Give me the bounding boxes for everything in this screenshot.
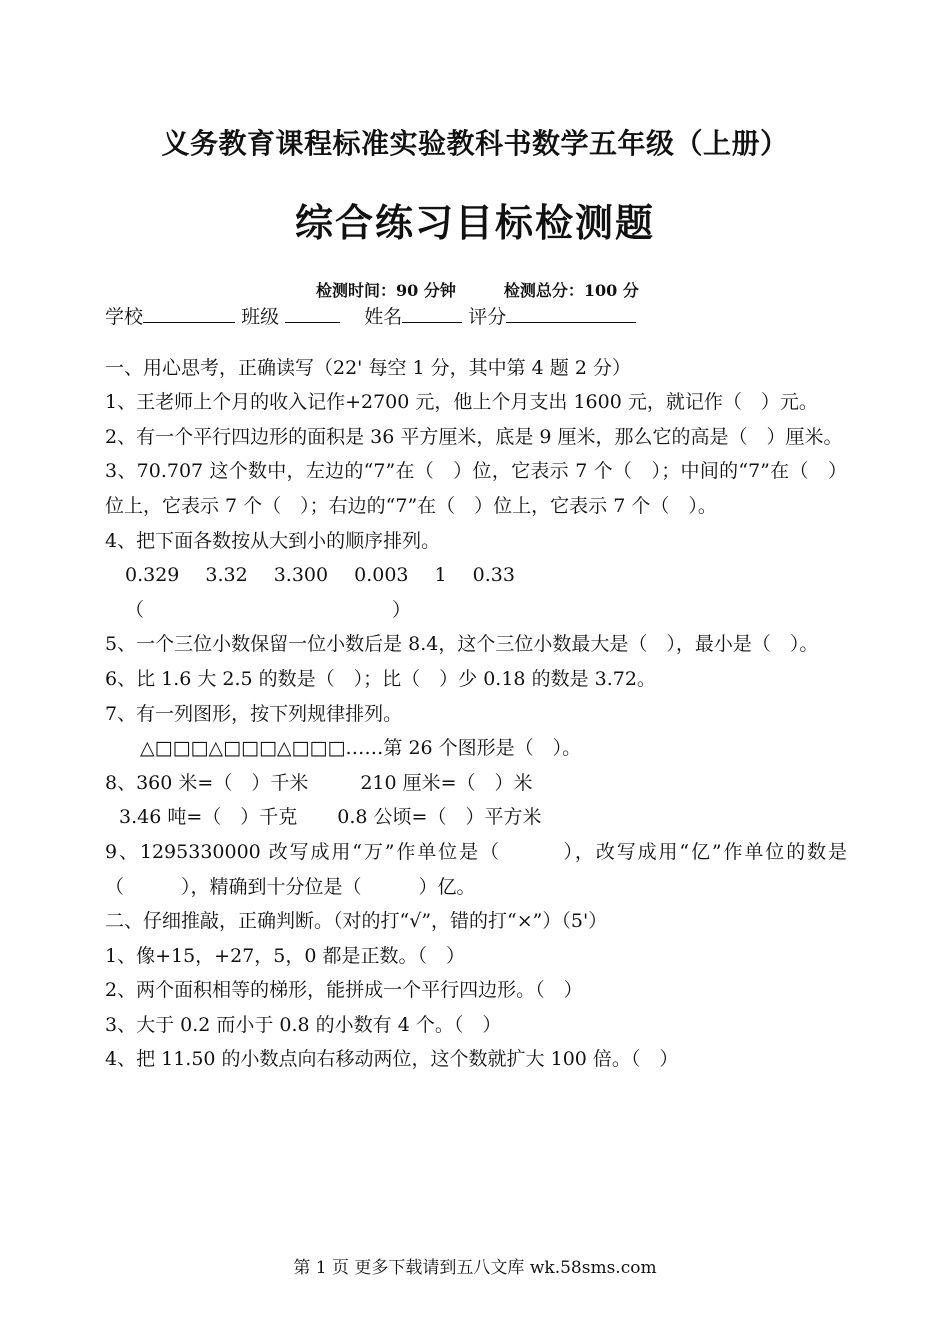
shape-pattern: △□□□△□□□△□□□……第 26 个图形是（ ）。 [140, 737, 582, 760]
name-blank[interactable] [402, 302, 462, 323]
conversion-tons: 3.46 吨=（ ）千克 [119, 806, 298, 829]
name-label: 姓名 [364, 306, 403, 328]
exam-title: 综合练习目标检测题 [294, 201, 655, 245]
conversion-hectares: 0.8 公顷=（ ）平方米 [337, 806, 542, 829]
section2-heading: 二、仔细推敲，正确判断。（对的打“√”，错的打“×”）（5'） [105, 910, 608, 933]
question-2-3: 3、大于 0.2 而小于 0.8 的小数有 4 个。（ ） [105, 1013, 502, 1036]
class-label: 班级 [241, 306, 280, 328]
question-1-1: 1、王老师上个月的收入记作+2700 元，他上个月支出 1600 元，就记作（ ）元。 [105, 391, 818, 414]
class-blank[interactable] [285, 302, 340, 323]
number-item: 0.329 [125, 564, 180, 587]
question-1-3: 3、70.707 这个数中，左边的“7”在（ ）位，它表示 7 个（ ）；中间的“7”在（ ）位上，它表示 7 个（ ）；右边的“7”在（ ）位上，它表示 7 个（ ）。 [105, 460, 847, 517]
question-1-4: 4、把下面各数按从大到小的顺序排列。 [105, 529, 441, 552]
question-1-2: 2、有一个平行四边形的面积是 36 平方厘米，底是 9 厘米，那么它的高是（ ）厘米。 [105, 425, 843, 448]
exam-meta [316, 278, 639, 301]
exam-content [105, 300, 847, 1077]
number-item: 0.003 [354, 564, 409, 587]
question-1-8-row2 [105, 800, 847, 835]
school-blank[interactable] [143, 302, 235, 323]
page-footer: 第 1 页 更多下载请到五八文库 wk.58sms.com [293, 1258, 657, 1278]
number-item: 3.32 [205, 564, 248, 587]
question-1-8-row1 [105, 766, 847, 801]
exam-time: 检测时间：90 分钟 [316, 281, 456, 300]
conversion-meters: 8、360 米=（ ）千米 [105, 771, 309, 794]
answer-bracket-close: ） [392, 598, 412, 621]
question-2-4: 4、把 11.50 的小数点向右移动两位，这个数就扩大 100 倍。（ ） [105, 1048, 679, 1071]
info-fields-row [105, 300, 847, 335]
number-item: 0.33 [472, 564, 515, 587]
score-label: 评分 [468, 306, 507, 328]
answer-bracket-row [105, 593, 847, 628]
question-1-6: 6、比 1.6 大 2.5 的数是（ ）；比（ ）少 0.18 的数是 3.72。 [105, 667, 656, 690]
school-label: 学校 [105, 306, 144, 328]
section1-heading: 一、用心思考，正确读写（22' 每空 1 分，其中第 4 题 2 分） [105, 356, 631, 379]
question-2-1: 1、像+15，+27，5，0 都是正数。（ ） [105, 944, 465, 967]
number-sequence [105, 558, 847, 593]
score-blank[interactable] [506, 302, 636, 323]
exam-total-score: 检测总分：100 分 [503, 281, 639, 300]
number-item: 3.300 [273, 564, 329, 587]
book-title: 义务教育课程标准实验教科书数学五年级（上册） [161, 127, 789, 160]
question-2-2: 2、两个面积相等的梯形，能拼成一个平行四边形。（ ） [105, 979, 583, 1002]
number-item: 1 [434, 564, 447, 587]
conversion-centimeters: 210 厘米=（ ）米 [360, 771, 533, 794]
question-1-5: 5、一个三位小数保留一位小数后是 8.4，这个三位小数最大是（ ），最小是（ ）。 [105, 633, 819, 656]
question-1-9: 9、1295330000 改写成用“万”作单位是（ ），改写成用“亿”作单位的数是（ ），精确到十分位是（ ）亿。 [105, 840, 847, 898]
answer-bracket-open: （ [125, 598, 145, 621]
question-1-7: 7、有一列图形，按下列规律排列。 [105, 702, 403, 725]
